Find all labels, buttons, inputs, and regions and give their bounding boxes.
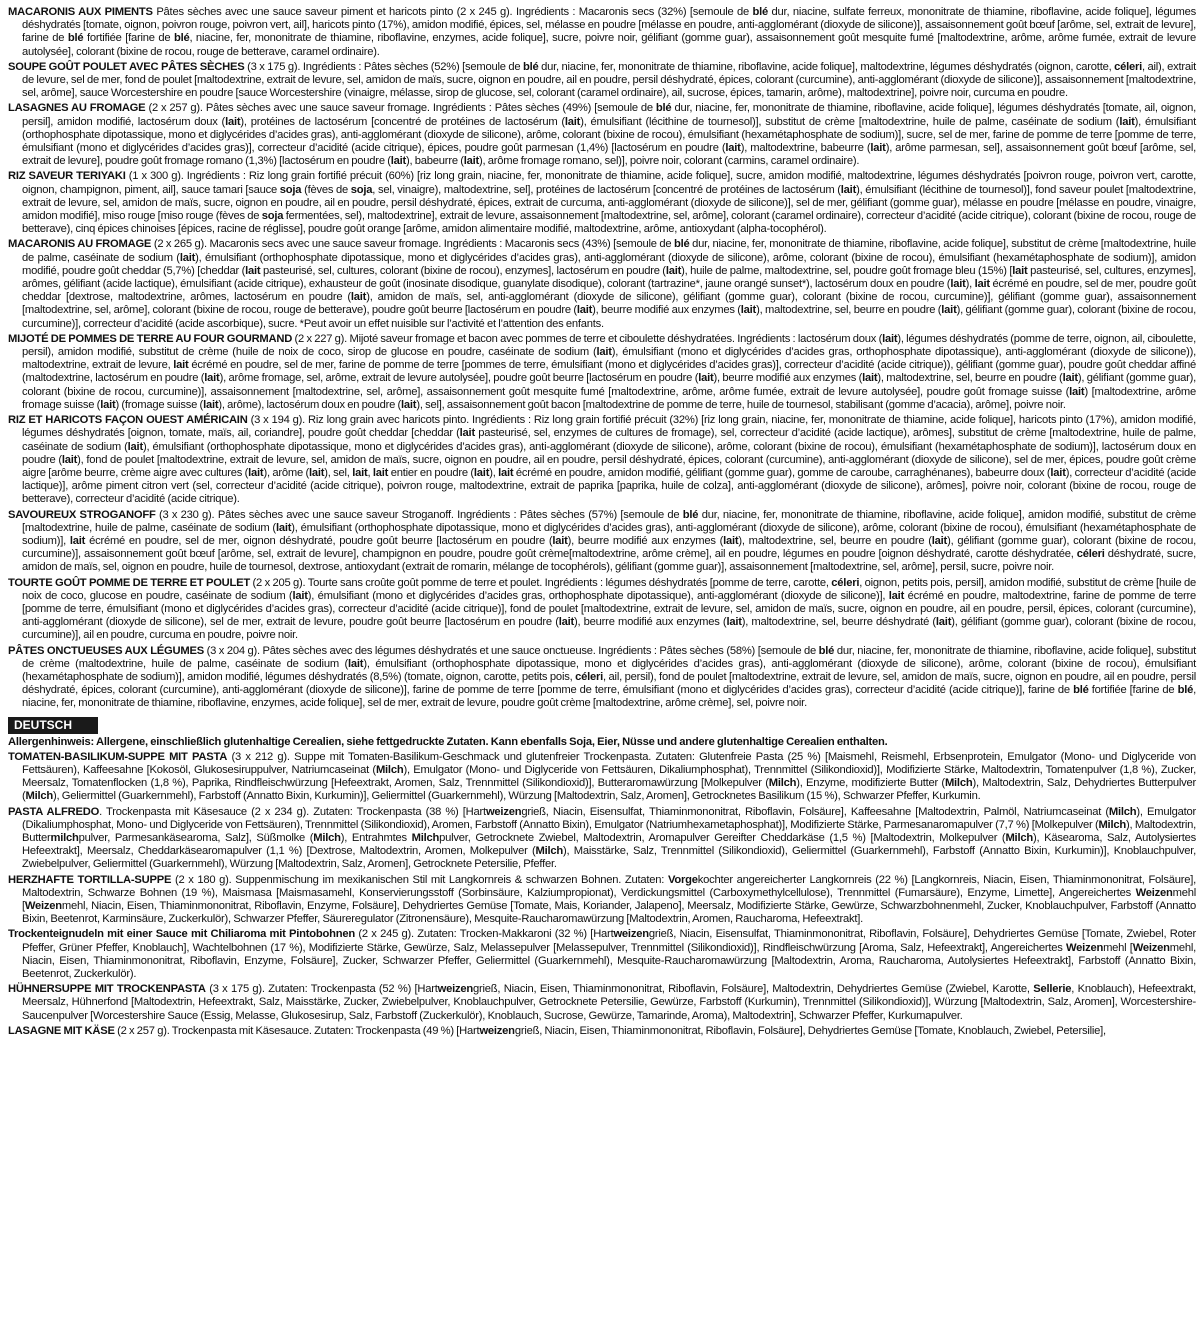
allergen-highlight: céleri bbox=[1114, 60, 1143, 73]
product-entry bbox=[8, 238, 1196, 330]
allergen-highlight: blé bbox=[818, 644, 835, 657]
allergen-highlight: lait bbox=[127, 440, 143, 453]
ingredient-text: (3 x 204 g). Pâtes sèches avec des légumes déshydratés et une sauce onctueuse. Ingrédients : Pâtes sèches (58%) [semoule de blé dur, niacine, fer, mononitrate de thiamine, riboflavine, acide folique], substitut de crème (maltodextrine, huile de palme, caséinate de sodium (lait), émulsifiant (orthophosphate dipotassique, mono et diglycérides d’acides gras), anti-agglomérant (dioxyde de silicone), arôme, colorant (bixine de rocou), émulsifiant (hexamétaphosphate de sodium)], amidon modifié, légumes déshydratés (8,5%) (tomate, oignon, carotte, petits pois, céleri, ail, persil), fond de poulet [maltodextrine, extrait de levure, sel, amidon de maïs, sucre, oignon en poudre, ail en poudre, persil déshydraté, épices, colorant (curcumine), anti-agglomérant (dioxyde de silicone)], farine de pomme de terre [pomme de terre, émulsifiant (mono et diglycérides d’acides gras), correcteur d’acidité (acide citrique)], farine de blé fortifiée [farine de blé, niacine, fer, mononitrate de thiamine, riboflavine, enzymes, acide folique], sel de mer, extrait de levure, poudre goût crème [maltodextrine, arôme crème], sel, poivre noir. bbox=[22, 644, 1196, 710]
allergen-highlight: lait bbox=[726, 616, 742, 629]
german-section bbox=[8, 713, 1196, 1038]
ingredient-text: (2 x 245 g). Zutaten: Trocken-Makkaroni (32 %) [Hartweizengrieß, Niacin, Eisensulfat, Thiaminmononitrat, Riboflavin, Folsäure], Dehydriertes Gemüse [Tomate, Zwiebel, Roter Pfeffer, Grüner Pfeffer, Knoblauch], Wachtelbohnen (17 %), Modifizierte Stärke, Gewürze, Salz, Melassepulver [Melassepulver, Trennmittel (Silikondioxid)], Rindfleischwürzung [Aroma, Salz, Hefeextrakt], Angereichertes Weizenmehl [Weizenmehl, Niacin, Eisen, Thiaminmononitrat, Riboflavin, Enzyme, Folsäure], Zucker, Schwarzer Pfeffer, Geliermittel (Guarkernmehl), Mesquite-Raucharomawürzung [Maltodextrin, Aroma, Raucharoma, Autolysiertes Hefeextrakt], Farbstoff (Annatto Bixin, Beetenrot, Zuckerkulör). bbox=[22, 928, 1196, 981]
product-name: LASAGNE MIT KÄSE bbox=[8, 1024, 115, 1037]
product-entry bbox=[8, 6, 1196, 59]
allergen-highlight: Weizen bbox=[1135, 886, 1173, 899]
allergen-highlight: blé bbox=[67, 32, 84, 45]
allergen-highlight: lait bbox=[498, 466, 514, 479]
product-entry bbox=[8, 928, 1196, 981]
ingredient-text: (2 x 227 g). Mijoté saveur fromage et bacon avec pommes de terre et ciboulette déshydratées. Ingrédients : lactosérum doux (lait), légumes déshydratés (pomme de terre, oignon, ail, ciboulette, persil), amidon modifié, substitut de crème (huile de noix de coco, sirop de glucose en poudre, caséinate de sodium (lait), émulsifiant (mono et diglycérides d’acides gras, orthophosphate dipotassique), anti-agglomérant (dioxyde de silicone)), maltodextrine, extrait de levure, lait écrémé en poudre, sel de mer, farine de pomme de terre [pommes de terre, émulsifiant (mono et diglycérides d’acides gras)], correcteur d’acidité (acide citrique)), gélifiant (gomme guar), poudre goût cheddar affiné (maltodextrine, lactosérum en poudre (lait), arôme fromage, sel, arôme, extrait de levure autolysée], poudre goût beurre [lactosérum en poudre (lait), beurre modifié aux enzymes (lait), maltodextrine, sel, beurre en poudre (lait), gélifiant (gomme guar), colorant (bixine de rocou, curcumine)], assaisonnement [maltodextrine, sel, arôme], assaisonnement goût mesquite fumé [maltodextrine, arôme, arôme fumée, extrait de levure autolysée], poudre goût fromage suisse (lait) [maltodextrine, arôme fromage suisse (lait) (fromage suisse (lait), arôme), lactosérum doux en poudre (lait), sel], assaisonnement goût bacon [maltodextrine de pomme de terre, huile de tournesol, stabilisant (gomme d’acacia), arôme], poivre noir. bbox=[22, 332, 1197, 411]
ingredient-text: (3 x 212 g). Suppe mit Tomaten-Basilikum-Geschmack und glutenfreier Trockenpasta. Zutaten: Glutenfreie Pasta (25 %) [Maismehl, Reismehl, Erbsenprotein, Emulgator (Mono- und Diglyceride von Fettsäuren), Kaffeesahne [Kokosöl, Glukosesiruppulver, Natriumcaseinat (Milch), Emulgator (Mono- und Diglyceride von Fettsäuren, Dikaliumphosphat), Trennmittel (Silikondioxid)], Modifizierte Stärke, Maltodextrin, Tomatenpulver (1,8 %), Zucker, Meersalz, Tomatenflocken (1,8 %), Paprika, Rindfleischwürzung [Hefeextrakt, Aromen, Salz, Trennmittel (Silikondioxid)], Butteraromawürzung [Molkepulver (Milch), Enzyme, modifizierte Butter (Milch), Maltodextrin, Salz, Dehydriertes Butterpulver (Milch), Geliermittel (Guarkernmehl), Farbstoff (Annatto Bixin, Kurkumin)], Geliermittel (Guarkernmehl), Würzung [Maltodextrin, Salz, Aromen], Getrocknetes Basilikum (15 %), Schwarzer Pfeffer, Kurkumin. bbox=[22, 750, 1196, 803]
product-entry bbox=[8, 645, 1196, 711]
product-name: HERZHAFTE TORTILLA-SUPPE bbox=[8, 873, 172, 886]
allergen-highlight: weizen bbox=[613, 928, 649, 941]
allergen-highlight: lait bbox=[576, 304, 593, 317]
product-entry bbox=[8, 983, 1196, 1023]
product-name: RIZ SAVEUR TERIYAKI bbox=[8, 170, 126, 183]
product-name: LASAGNES AU FROMAGE bbox=[8, 102, 146, 115]
ingredient-text: (1 x 300 g). Ingrédients : Riz long grain fortifié précuit (60%) [riz long grain, niacine, fer, mononitrate de thiamine, acide folique], sucre, amidon modifié, maltodextrine, légumes déshydratés [poivron rouge, poivron vert, carotte, oignon, champignon, piment, ail], sauce tamari [sauce soja (fèves de soja, sel, vinaigre), maltodextrine, sel], protéines de lactosérum [concentré de protéines de lactosérum (lait), émulsifiant (lécithine de tournesol)], fond saveur poulet [maltodextrine, extrait de levure, sel, amidon de maïs, sucre, oignon en poudre, ail en poudre, persil déshydraté, épices, extrait de curcuma, anti-agglomérant (dioxyde de silicone)], sel de mer, gélifiant (gomme guar), mélasse en poudre [mélasse en poudre, vinaigre, amidon modifié], miso rouge [miso rouge (fèves de soja fermentées, sel), maltodextrine], extrait de levure, assaisonnement [maltodextrine, sel, arôme], colorant (caramel ordinaire), correcteur d’acidité (acide citrique), colorant (bixine de rocou, rouge de betterave), cinq épices chinoises [épices, racine de réglisse], poudre goût orange [arôme, amidon alimentaire modifié, maltodextrine, arôme, antioxydant (alpha-tocophérol). bbox=[22, 170, 1197, 236]
allergen-highlight: lait bbox=[473, 466, 490, 479]
allergen-highlight: Weizen bbox=[1132, 941, 1170, 954]
allergen-highlight: lait bbox=[348, 657, 364, 670]
allergen-highlight: blé bbox=[682, 508, 699, 521]
product-name: TOMATEN-BASILIKUM-SUPPE MIT PASTA bbox=[8, 750, 228, 763]
french-ingredient-list bbox=[8, 6, 1196, 711]
product-name: PASTA ALFREDO bbox=[8, 805, 100, 818]
product-entry bbox=[8, 333, 1196, 412]
allergen-highlight: blé bbox=[674, 238, 690, 251]
allergen-highlight: lait bbox=[352, 466, 368, 479]
allergen-highlight: blé bbox=[752, 6, 769, 18]
product-entry bbox=[8, 509, 1196, 575]
allergen-highlight: Milch bbox=[535, 845, 564, 858]
product-name: SOUPE GOÛT POULET AVEC PÂTES SÈCHES bbox=[8, 60, 245, 73]
allergen-highlight: lait bbox=[100, 398, 116, 411]
allergen-highlight: Milch bbox=[25, 790, 54, 803]
allergen-highlight: lait bbox=[245, 264, 261, 277]
german-ingredient-list bbox=[8, 751, 1196, 1038]
allergen-highlight: lait bbox=[870, 142, 886, 155]
allergen-highlight: milch bbox=[50, 831, 79, 844]
allergen-highlight: blé bbox=[1073, 684, 1089, 697]
allergen-highlight: Sellerie bbox=[1033, 983, 1072, 996]
allergen-highlight: lait bbox=[203, 398, 219, 411]
ingredient-text: (2 x 265 g). Macaronis secs avec une sauce saveur fromage. Ingrédients : Macaronis secs (43%) [semoule de blé dur, niacine, fer, mononitrate de thiamine, riboflavine, acide folique], substitut de crème [maltodextrine, huile de palme, caséinate de sodium (lait), émulsifiant (orthophosphate dipotassique, mono et diglycérides d’acides gras), anti-agglomérant (dioxyde de silicone), arôme, colorant (bixine de rocou), émulsifiant (hexamétaphosphate de sodium)], amidon modifié, poudre goût cheddar (5,7%) [cheddar (lait pasteurisé, sel, cultures, colorant (bixine de rocou), enzymes], lactosérum en poudre (lait), huile de palme, maltodextrine, sel, poudre goût fromage bleu (15%) [lait pasteurisé, sel, cultures, enzymes], arômes, gélifiant (acide lactique), émulsifiant (acide citrique), exhausteur de goût (inosinate disodique, guanylate disodique), colorant (tartrazine*, jaune orangé sunset*), lactosérum doux en poudre (lait), lait écrémé en poudre, sel de mer, poudre goût cheddar [dextrose, maltodextrine, arômes, lactosérum en poudre (lait), amidon de maïs, sel, anti-agglomérant (dioxyde de silicone), gélifiant (gomme guar), colorant (bixine de rocou, curcumine)], gélifiant (gomme guar), assaisonnement [maltodextrine, sel, arôme], colorant (bixine de rocou, rouge de betterave), poudre goût beurre [lactosérum en poudre (lait), beurre modifié aux enzymes (lait), maltodextrine, sel, beurre en poudre (lait), gélifiant (gomme guar), colorant (bixine de rocou, curcumine)], correcteur d’acidité (acide ascorbique), sucre. *Peut avoir un effet nuisible sur l’activité et l’attention des enfants. bbox=[22, 238, 1197, 330]
allergen-highlight: lait bbox=[552, 534, 568, 547]
allergen-highlight: lait bbox=[1069, 385, 1085, 398]
ingredient-text: (2 x 257 g). Trockenpasta mit Käsesauce. Zutaten: Trockenpasta (49 %) [Hartweizengrieß, Niacin, Eisen, Thiaminmononitrat, Riboflavin, Folsäure], Dehydriertes Gemüse [Tomate, Knoblauch, Zwiebel, Petersilie], bbox=[117, 1024, 1106, 1037]
allergen-highlight: soja bbox=[350, 183, 373, 196]
allergen-highlight: céleri bbox=[575, 670, 604, 683]
ingredient-text: (2 x 257 g). Pâtes sèches avec une sauce saveur fromage. Ingrédients : Pâtes sèches (49%) [semoule de blé dur, niacine, fer, mononitrate de thiamine, riboflavine, acide folique], légumes déshydratés [tomate, ail, oignon, persil], amidon modifié, lactosérum doux (lait), protéines de lactosérum [concentré de protéines de lactosérum (lait), émulsifiant (lécithine de tournesol)], substitut de crème [maltodextrine, huile de palme, caséinate de sodium (lait), émulsifiant (orthophosphate dipotassique, mono et diglycérides d’acides gras), anti-agglomérant (dioxyde de silicone), arôme, colorant (bixine de rocou), émulsifiant (hexamétaphosphate de sodium)], sucre, sel de mer, farine de pomme de terre [pomme de terre, émulsifiant (mono et diglycérides d’acides gras)], correcteur d’acidité (acide citrique), épices, poudre goût parmesan (1,4%) [lactosérum en poudre (lait), maltodextrine, babeurre (lait), arôme parmesan, sel], assaisonnement goût bœuf [arôme, sel, extrait de levure], poudre goût fromage romano (1,3%) [lactosérum en poudre (lait), babeurre (lait), arôme fromage romano, sel)], poivre noir, colorant (carmins, caramel ordinaire). bbox=[22, 102, 1196, 168]
allergen-highlight: lait bbox=[225, 115, 241, 128]
allergen-highlight: Weizen bbox=[1066, 941, 1104, 954]
product-entry bbox=[8, 170, 1196, 236]
allergen-highlight: lait bbox=[372, 466, 389, 479]
allergen-highlight: lait bbox=[275, 521, 292, 534]
allergen-highlight: lait bbox=[888, 589, 905, 602]
allergen-highlight: lait bbox=[350, 291, 367, 304]
allergen-highlight: Milch bbox=[375, 763, 404, 776]
allergen-highlight: lait bbox=[459, 427, 475, 440]
allergen-highlight: weizen bbox=[479, 1024, 515, 1037]
allergen-highlight: Milch bbox=[411, 831, 440, 844]
allergen-highlight: lait bbox=[61, 453, 78, 466]
allergen-highlight: lait bbox=[173, 359, 189, 372]
product-entry bbox=[8, 806, 1196, 872]
allergen-highlight: lait bbox=[179, 251, 196, 264]
allergen-highlight: lait bbox=[935, 616, 952, 629]
allergen-highlight: lait bbox=[1119, 115, 1135, 128]
ingredient-text: . Trockenpasta mit Käsesauce (2 x 234 g). Zutaten: Trockenpasta (38 %) [Hartweizengrieß, Niacin, Eisensulfat, Thiaminmononitrat, Riboflavin, Folsäure], Kaffeesahne [Maltodextrin, Palmöl, Natriumcaseinat (Milch), Emulgator (Dikaliumphosphat, Mono- und Diglyceride von Fettsäuren), Trennmittel (Silikondioxid), Aromen, Farbstoff (Annatto Bixin), Emulgator (Natriumhexametaphosphat)], Modifizierte Stärke, Parmesanaromapulver (7,7 %) [Molkepulver (Milch), Maltodextrin, Buttermilchpulver, Parmesankäsearoma, Salz], Süßmolke (Milch), Entrahmtes Milchpulver, Getrocknete Zwiebel, Maltodextrin, Aromapulver Gereifter Cheddarkäse (1,5 %) [Maltodextrin, Molkepulver (Milch), Käsearoma, Salz, Autolysiertes Hefeextrakt], Meersalz, Cheddarkäsearomapulver (1,1 %) [Dextrose, Maltodextrin, Aromen, Molkepulver (Milch), Maisstärke, Salz, Trennmittel (Silikondioxid), Geliermittel (Guarkernmehl), Farbstoff (Annatto Bixin, Kurkumin)], Knoblauchpulver, Zwiebelpulver, Geliermittel (Guarkernmehl), Würzung [Maltodextrin, Salz, Aromen], Getrocknete Petersilie, Pfeffer. bbox=[22, 805, 1197, 871]
allergen-highlight: lait bbox=[558, 616, 574, 629]
ingredient-text: Pâtes sèches avec une sauce saveur piment et haricots pinto (2 x 245 g). Ingrédients : Macaronis secs (32%) [semoule de blé dur, niacine, sulfate ferreux, mononitrate de thiamine, riboflavine, acide folique], légumes déshydratés [tomate, oignon, poivron rouge, poivron vert, ail], haricots pinto (17%), amidon modifié, épices, sel, mélasse en poudre [mélasse en poudre, anti-agglomérant (dioxyde de silicone)], assaisonnement goût bœuf [arôme, sel, extrait de levure], farine de blé fortifiée [farine de blé, niacine, fer, mononitrate de thiamine, riboflavine, enzymes, acide folique], sucre, poivre noir, gélifiant (gomme guar), assaisonnement goût mesquite fumé [maltodextrine, arôme, arôme fumée, extrait de levure autolysée], colorant (bixine de rocou, rouge de betterave, caramel ordinaire). bbox=[22, 6, 1197, 58]
allergen-highlight: weizen bbox=[485, 805, 522, 818]
allergen-highlight: Milch bbox=[1098, 818, 1126, 831]
allergen-note: Allergenhinweis: Allergene, einschließlich glutenhaltige Cerealien, siehe fettgedruckte Zutaten. Kann ebenfalls Soja, Eier, Nüsse und andere glutenhaltige Cerealien enthalten. bbox=[8, 735, 888, 748]
product-name: Trockenteignudeln mit einer Sauce mit Chiliaroma mit Pintobohnen bbox=[8, 928, 355, 941]
allergen-highlight: Milch bbox=[1108, 805, 1137, 818]
allergen-highlight: lait bbox=[1050, 466, 1066, 479]
allergen-highlight: weizen bbox=[437, 983, 474, 996]
ingredient-text: (3 x 175 g). Zutaten: Trockenpasta (52 %) [Hartweizengrieß, Niacin, Eisen, Thiaminmononitrat, Riboflavin, Folsäure], Maltodextrin, Dehydriertes Gemüse (Zwiebel, Karotte, Sellerie, Knoblauch), Hefeextrakt, Meersalz, Hühnerfond [Maltodextrin, Hefeextrakt, Salz, Maisstärke, Zucker, Zwiebelpulver, Knoblauchpulver, Getrocknete Petersilie, Gewürze, Farbstoff (Kurkumin), Trennmittel (Silikondioxid)], Würzung [Maltodextrin, Salz, Aromen], Worcestershire-Saucenpulver [Worcestershire Sauce (Essig, Melasse, Glukosesirup, Salz, Farbstoff (Zuckerkulör), Knoblauch, Sucrose, Gewürze, Tamarinde, Aroma), Maltodextrin], Schwarzer Pfeffer, Kurkumapulver. bbox=[22, 983, 1196, 1022]
product-entry bbox=[8, 874, 1196, 927]
product-name: MACARONIS AUX PIMENTS bbox=[8, 6, 153, 18]
allergen-highlight: lait bbox=[204, 372, 220, 385]
allergen-highlight: lait bbox=[941, 304, 957, 317]
ingredient-text: (2 x 180 g). Suppenmischung im mexikanischen Stil mit Langkornreis & schwarzen Bohnen. Zutaten: Vorgekochter angereicherter Langkornreis (22 %) [Langkornreis, Niacin, Eisen, Thiaminmononitrat, Folsäure], Maltodextrin, Schwarze Bohnen (19 %), Maismasa [Maismasamehl, Konservierungsstoff (Sorbinsäure, Kalziumpropionat), Verdickungsmittel (Carboxymethylcellulose), Trennmittel (Fumarsäure), Enzyme, Limette], Angereichertes Weizenmehl [Weizenmehl, Niacin, Eisen, Thiaminmononitrat, Riboflavin, Enzyme, Folsäure], Dehydriertes Gemüse [Tomate, Mais, Koriander, Jalapeno], Meersalz, Modifizierte Stärke, Gewürze, Schwarzbohnenmehl, Zucker, Knoblauchpulver, Farbstoff (Annatto Bixin, Beetenrot, Karminsäure, Zuckerkulör), Schwarzer Pfeffer, Säureregulator (Zitronensäure), Mesquite-Raucharomawürzung [Maltodextrin, Aromen, Raucharoma, Hefeextrakt]. bbox=[22, 873, 1196, 926]
allergen-highlight: lait bbox=[862, 372, 878, 385]
allergen-highlight: lait bbox=[401, 398, 417, 411]
allergen-highlight: lait bbox=[931, 534, 948, 547]
product-entry bbox=[8, 102, 1196, 168]
product-name: TOURTE GOÛT POMME DE TERRE ET POULET bbox=[8, 576, 251, 589]
allergen-highlight: Milch bbox=[768, 777, 797, 790]
allergen-highlight: lait bbox=[882, 332, 898, 345]
allergen-highlight: Vorge bbox=[667, 873, 698, 886]
allergen-highlight: soja bbox=[279, 183, 302, 196]
allergen-highlight: soja bbox=[261, 210, 284, 223]
allergen-highlight: lait bbox=[840, 183, 857, 196]
allergen-highlight: lait bbox=[974, 278, 990, 291]
product-name: PÂTES ONCTUEUSES AUX LÉGUMES bbox=[8, 644, 204, 657]
allergen-highlight: lait bbox=[723, 534, 739, 547]
product-entry bbox=[8, 61, 1196, 101]
product-name: MIJOTÉ DE POMMES DE TERRE AU FOUR GOURMAND bbox=[8, 332, 293, 345]
allergen-highlight: blé bbox=[655, 102, 672, 115]
product-entry bbox=[8, 577, 1196, 643]
allergen-highlight: lait bbox=[292, 589, 308, 602]
allergen-highlight: lait bbox=[69, 534, 86, 547]
product-entry bbox=[8, 751, 1196, 804]
allergen-highlight: lait bbox=[698, 372, 714, 385]
allergen-highlight: lait bbox=[596, 346, 612, 359]
ingredient-text: (3 x 175 g). Ingrédients : Pâtes sèches (52%) [semoule de blé dur, niacine, fer, mononitrate de thiamine, riboflavine, acide folique], maltodextrine, légumes déshydratés (oignon, carotte, céleri, ail), extrait de levure, sel de mer, fond de poulet [maltodextrine, extrait de levure, sel, amidon de maïs, sucre, oignon en poudre, ail en poudre, persil déshydraté, épices, colorant (curcumine), anti-agglomérant (dioxyde de silicone)], assaisonnement [maltodextrine, sel, arôme], sauce Worcestershire en poudre [sauce Worcestershire (vinaigre, mélasse, sirop de glucose, sel, colorant (caramel ordinaire), ail, sucrose, épices, tamarin, arôme), maltodextrine], poivre noir, curcuma en poudre. bbox=[22, 60, 1196, 100]
section-heading-deutsch: DEUTSCH bbox=[8, 717, 98, 734]
allergen-highlight: Milch bbox=[313, 831, 341, 844]
ingredient-text: (3 x 194 g). Riz long grain avec haricots pinto. Ingrédients : Riz long grain fortifié précuit (32%) [riz long grain, niacine, fer, mononitrate de thiamine, acide folique], haricots pinto (17%), amidon modifié, légumes déshydratés [oignon, tomate, maïs, ail, coriandre], poudre goût cheddar [cheddar (lait pasteurisé, sel, enzymes de cultures de fromage), sel, correcteur d’acidité (acide lactique), arômes], substitut de crème [maltodextrine, huile de palme, caséinate de sodium (lait), émulsifiant (orthophosphate dipotassique, mono et diglycérides d’acides gras), anti-agglomérant (dioxyde de silicone), arôme, colorant (bixine de rocou), émulsifiant (hexamétaphosphate de sodium)], lactosérum doux en poudre (lait), fond de poulet [maltodextrine, extrait de levure, sel, amidon de maïs, sucre, oignon en poudre, ail en poudre, persil déshydraté, épices, colorant (curcumine), anti-agglomérant (dioxyde de silicone), sel de mer, épices, poudre goût crème aigre [arôme beurre, crème aigre avec cultures (lait), arôme (lait), sel, lait, lait entier en poudre (lait), lait écrémé en poudre, amidon modifié, gélifiant (gomme guar), gomme de caroube, carraghénanes), babeurre doux (lait), correcteur d’acidité (acide lactique)], arôme piment citron vert (sel, correcteur d’acidité (acide citrique), poivron rouge, maltodextrine, extrait de paprika [paprika, huile de colza], anti-agglomérant (dioxyde de silicone), arômes], poivre noir, colorant (bixine de rocou, rouge de betterave), correcteur d’acidité (acide citrique). bbox=[22, 414, 1197, 506]
allergen-highlight: lait bbox=[950, 278, 966, 291]
ingredient-text: (2 x 205 g). Tourte sans croûte goût pomme de terre et poulet. Ingrédients : légumes déshydratés [pomme de terre, carotte, céleri, oignon, petits pois, persil], amidon modifié, substitut de crème [huile de noix de coco, glucose en poudre, caséinate de sodium (lait), émulsifiant (mono et diglycérides d’acides gras, orthophosphate dipotassique), anti-agglomérant (dioxyde de silicone)], lait écrémé en poudre, maltodextrine, farine de pomme de terre [pomme de terre, émulsifiant (mono et diglycérides d’acides gras), correcteur d’acidité (acide citrique)], fond de poulet [maltodextrine, extrait de levure, sel, amidon de maïs, sucre, oignon en poudre, ail en poudre, persil, épices, colorant (curcumine), anti-agglomérant (dioxyde de silicone), sel de mer, extrait de levure, poudre goût beurre [lactosérum en poudre (lait), beurre modifié aux enzymes (lait), maltodextrine, sel, beurre déshydraté (lait), gélifiant (gomme guar), colorant (bixine de rocou, curcumine)], ail en poudre, curcuma en poudre, poivre noir. bbox=[22, 576, 1197, 642]
allergen-highlight: lait bbox=[725, 142, 741, 155]
product-name: MACARONIS AU FROMAGE bbox=[8, 238, 152, 251]
allergen-highlight: lait bbox=[308, 466, 325, 479]
allergen-highlight: céleri bbox=[831, 576, 860, 589]
allergen-highlight: lait bbox=[740, 304, 757, 317]
allergen-highlight: lait bbox=[665, 264, 682, 277]
allergen-highlight: Weizen bbox=[24, 900, 62, 912]
allergen-highlight: lait bbox=[390, 155, 407, 168]
allergen-highlight: lait bbox=[1012, 264, 1028, 277]
allergen-highlight: lait bbox=[1062, 372, 1078, 385]
allergen-highlight: lait bbox=[564, 115, 581, 128]
allergen-highlight: Milch bbox=[944, 777, 973, 790]
product-entry bbox=[8, 414, 1196, 506]
product-name: SAVOUREUX STROGANOFF bbox=[8, 508, 156, 521]
ingredient-text: (3 x 230 g). Pâtes sèches avec une sauce saveur Stroganoff. Ingrédients : Pâtes sèches (57%) [semoule de blé dur, niacine, fer, mononitrate de thiamine, riboflavine, acide folique], amidon modifié, substitut de crème [maltodextrine, huile de palme, caséinate de sodium (lait), émulsifiant (orthophosphate dipotassique, mono et diglycérides d’acides gras), anti-agglomérant (dioxyde de silicone), arôme, colorant (bixine de rocou), émulsifiant (hexamétaphosphate de sodium)], lait écrémé en poudre, sel de mer, oignon déshydraté, poudre goût beurre [lactosérum en poudre (lait), beurre modifié aux enzymes (lait), maltodextrine, sel, beurre en poudre (lait), gélifiant (gomme guar), colorant (bixine de rocou, curcumine)], assaisonnement goût bœuf [arôme, sel, extrait de levure], champignon en poudre, poudre goût crème[maltodextrine, arôme crème], ail en poudre, légumes en poudre [oignon déshydraté, carotte déshydratée, céleri déshydraté, sucre, amidon de maïs, sel, oignon en poudre, huile de tournesol, dextrose, antioxydant (extrait de romarin, mélange de tocophérols), gélifiant (gomme guar)], assaisonnement [maltodextrine, sel, arôme], persil, sucre, poivre noir. bbox=[22, 508, 1197, 574]
product-name: HÜHNERSUPPE MIT TROCKENPASTA bbox=[8, 983, 206, 996]
allergen-highlight: Milch bbox=[1005, 831, 1033, 844]
allergen-highlight: lait bbox=[248, 466, 264, 479]
allergen-highlight: lait bbox=[463, 155, 480, 168]
allergen-highlight: blé bbox=[523, 60, 539, 73]
product-entry bbox=[8, 1025, 1196, 1038]
product-name: RIZ ET HARICOTS FAÇON OUEST AMÉRICAIN bbox=[8, 414, 248, 427]
allergen-highlight: blé bbox=[1177, 684, 1194, 697]
allergen-highlight: blé bbox=[173, 32, 190, 45]
allergen-highlight: céleri bbox=[1076, 548, 1105, 561]
